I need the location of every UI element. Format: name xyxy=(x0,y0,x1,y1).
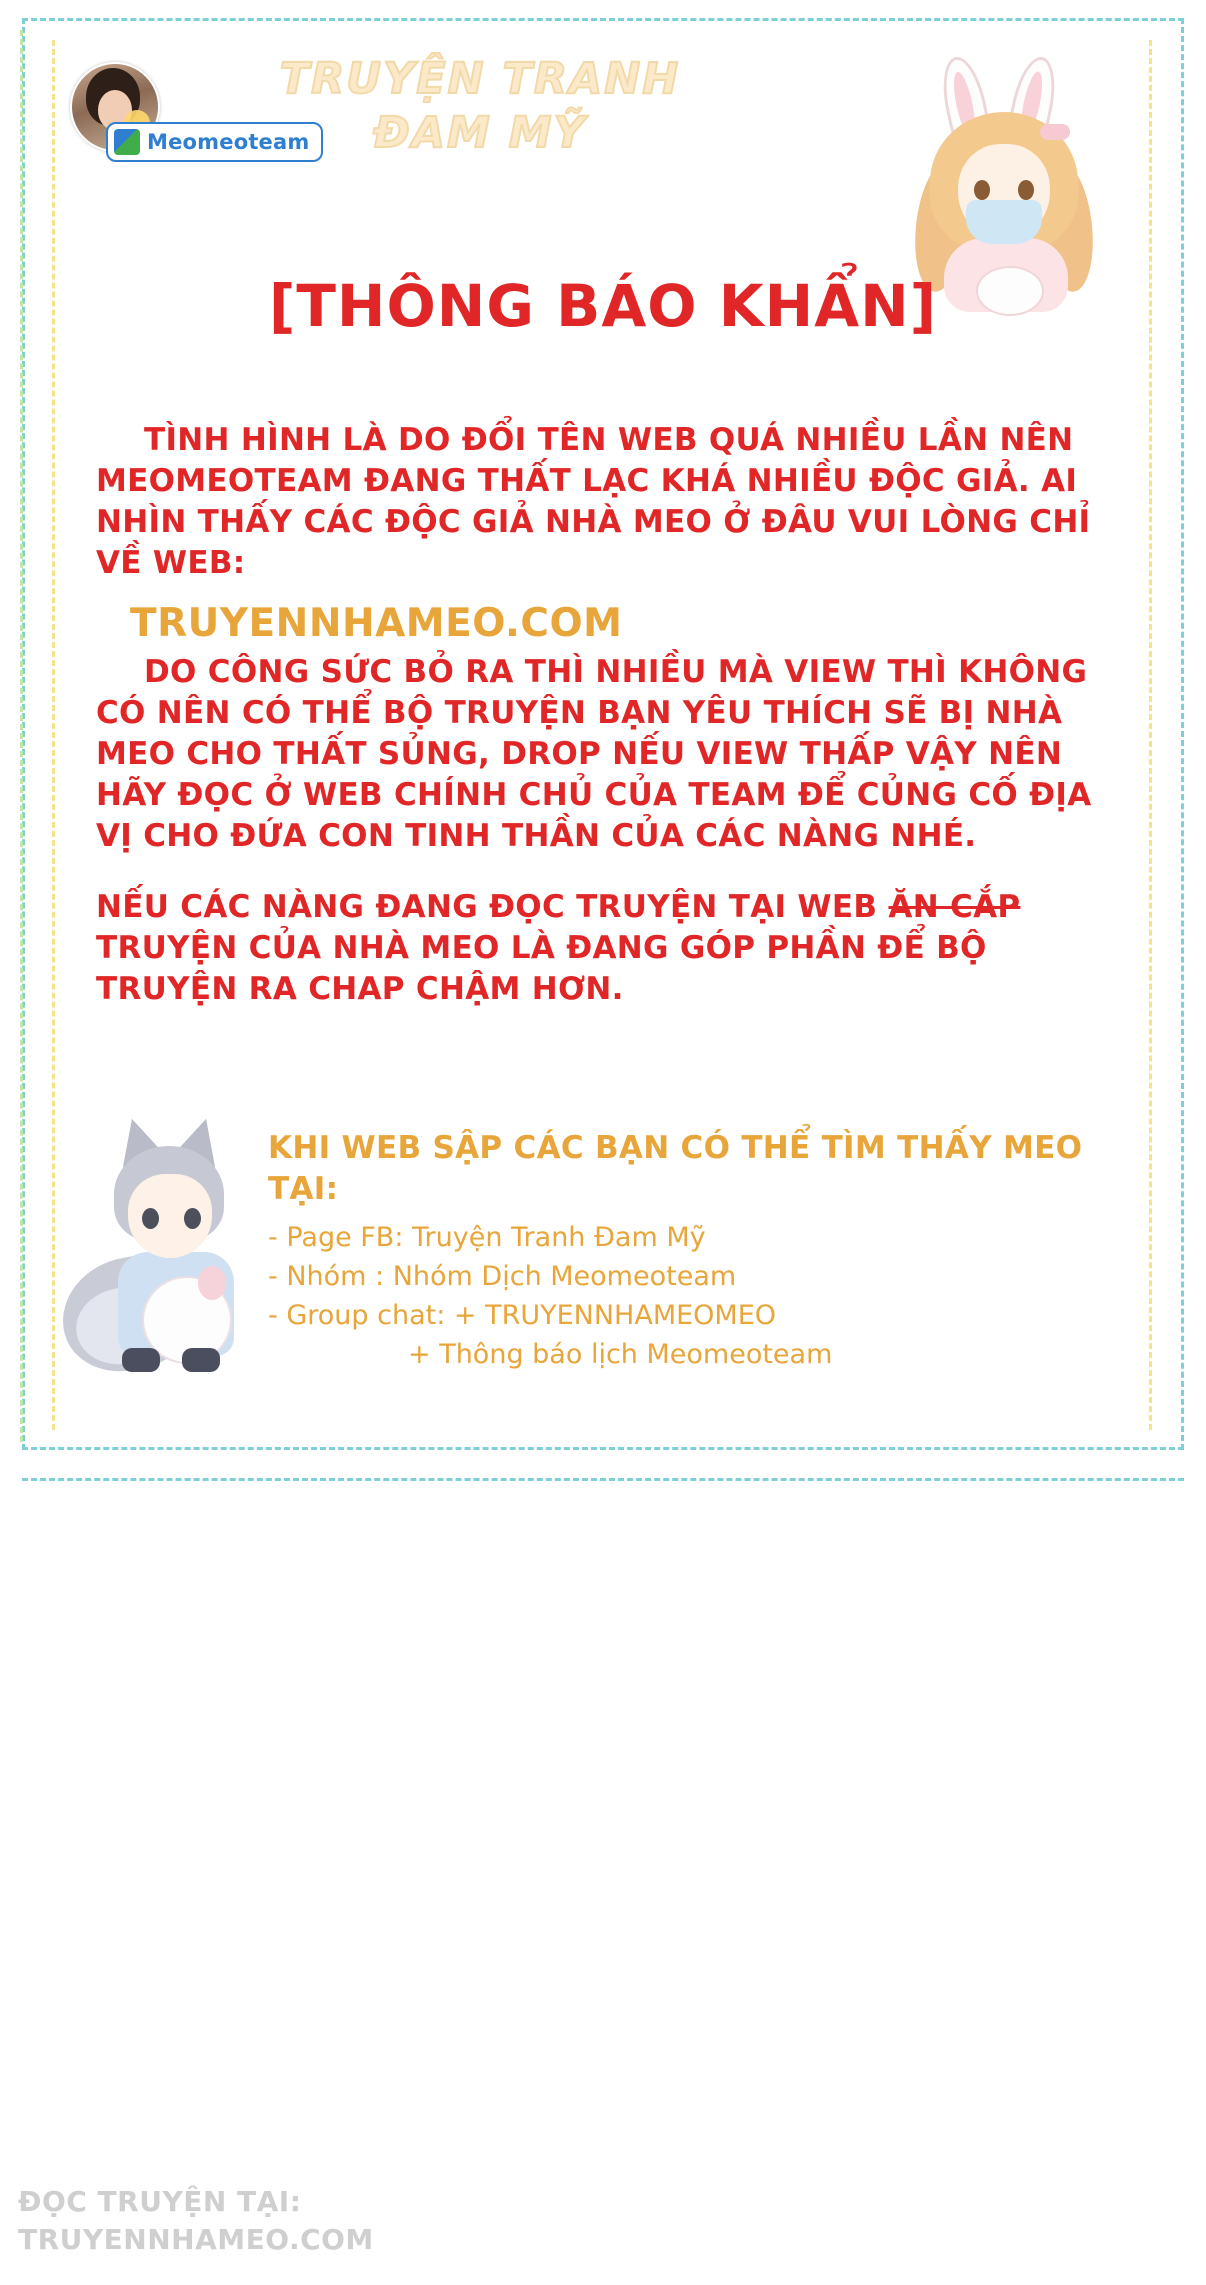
bunny-plush-toy xyxy=(976,266,1044,316)
contact-section xyxy=(268,1128,1108,1374)
brand-title-line-2: ĐAM MỸ xyxy=(373,108,587,158)
notice-body xyxy=(96,420,1106,1010)
notice-paragraph-3-strike: ĂN CẮP xyxy=(888,889,1021,925)
list-item[interactable]: - Group chat: + TRUYENNHAMEOMEO xyxy=(268,1300,777,1331)
wolf-shoe-right xyxy=(182,1348,220,1372)
bunny-eye-left xyxy=(974,180,990,200)
website-link[interactable]: TRUYENNHAMEO.COM xyxy=(130,601,623,646)
notice-paragraph-3 xyxy=(96,887,1106,1010)
footer-website[interactable]: TRUYENNHAMEO.COM xyxy=(18,2223,374,2256)
wolf-boy-illustration xyxy=(66,1112,276,1392)
list-item[interactable]: - Nhóm : Nhóm Dịch Meomeoteam xyxy=(268,1261,737,1292)
bunny-eye-right xyxy=(1018,180,1034,200)
page-header xyxy=(40,30,1160,210)
brand-title-line-1: TRUYỆN TRANH xyxy=(279,54,681,104)
wolf-eye-right xyxy=(184,1208,201,1229)
bottom-divider xyxy=(22,1478,1184,1481)
paragraph-spacer xyxy=(96,857,1106,887)
notice-paragraph-2: DO CÔNG SỨC BỎ RA THÌ NHIỀU MÀ VIEW THÌ KHÔNG CÓ NÊN CÓ THỂ BỘ TRUYỆN BẠN YÊU THÍCH SẼ BỊ NHÀ MEO CHO THẤT SỦNG, DROP NẾU VIEW THẤP VẬY NÊN HÃY ĐỌC Ở WEB CHÍNH CHỦ CỦA TEAM ĐỂ CỦNG CỐ ĐỊA VỊ CHO ĐỨA CON TINH THẦN CỦA CÁC NÀNG NHÉ. xyxy=(96,654,1092,854)
notice-paragraph-3-post: TRUYỆN CỦA NHÀ MEO LÀ ĐANG GÓP PHẦN ĐỂ BỘ TRUYỆN RA CHAP CHẬM HƠN. xyxy=(96,930,987,1007)
footer-label: ĐỌC TRUYỆN TẠI: xyxy=(18,2185,302,2218)
list-item[interactable]: - Page FB: Truyện Tranh Đam Mỹ xyxy=(268,1222,706,1253)
notice-paragraph-1: TÌNH HÌNH LÀ DO ĐỔI TÊN WEB QUÁ NHIỀU LẦN NÊN MEOMEOTEAM ĐANG THẤT LẠC KHÁ NHIỀU ĐỘC GIẢ. AI NHÌN THẤY CÁC ĐỘC GIẢ NHÀ MEO Ở ĐÂU VUI LÒNG CHỈ VỀ WEB: xyxy=(96,422,1091,581)
wolf-plush-ear xyxy=(198,1266,226,1300)
page-footer xyxy=(18,2183,374,2259)
bunny-face-mask xyxy=(966,200,1042,244)
notice-title: [THÔNG BÁO KHẨN] xyxy=(268,272,938,340)
contact-list xyxy=(268,1218,1108,1374)
list-item[interactable]: + Thông báo lịch Meomeoteam xyxy=(408,1339,833,1370)
contact-heading: KHI WEB SẬP CÁC BẠN CÓ THỂ TÌM THẤY MEO TẠI: xyxy=(268,1130,1083,1207)
leaf-icon xyxy=(114,129,140,155)
bunny-hair-bow xyxy=(1040,124,1070,140)
wolf-eye-left xyxy=(142,1208,159,1229)
wolf-shoe-left xyxy=(122,1348,160,1372)
team-badge xyxy=(106,122,323,162)
team-badge-label: Meomeoteam xyxy=(147,130,310,154)
notice-paragraph-3-pre: NẾU CÁC NÀNG ĐANG ĐỌC TRUYỆN TẠI WEB xyxy=(96,889,889,925)
